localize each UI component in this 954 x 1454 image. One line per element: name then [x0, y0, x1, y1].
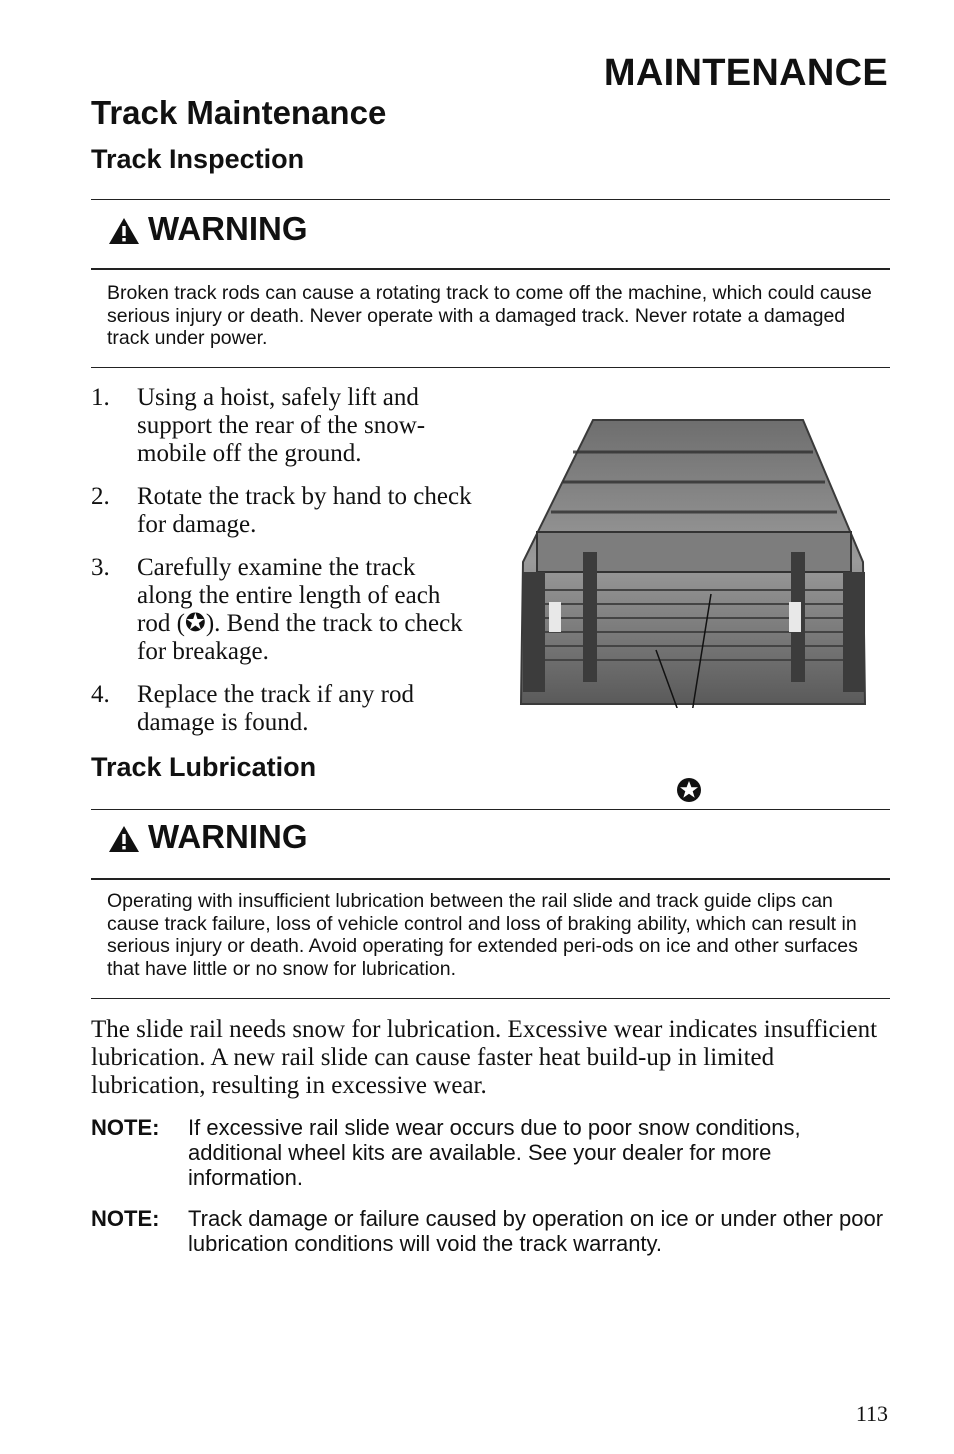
inspection-heading: Track Inspection [91, 144, 305, 174]
star-callout-icon [675, 776, 703, 804]
warning-text: Operating with insufficient lubrication between the rail slide and track guide clips can cause track failure, loss of vehicle control and loss of braking ability, which can result in serious injury or death. Avoid operating for extended peri-ods on ice and other surfaces that have little or no snow for lubrication. [107, 890, 858, 980]
track-photo [513, 412, 875, 708]
step-number: 4. [91, 681, 110, 708]
warning-label: WARNING [148, 818, 308, 855]
note [91, 1206, 891, 1256]
warning-heading [108, 210, 308, 248]
warning-triangle-icon [108, 825, 140, 853]
note-text: Track damage or failure caused by operation on ice or under other poor lubrication conditions will void the track warranty. [188, 1206, 884, 1256]
divider [91, 998, 890, 999]
note-label: NOTE: [91, 1206, 160, 1231]
step-text: Carefully examine the track along the entire length of each rod (✪). Bend the track to check for breakage. [137, 554, 463, 665]
list-item [91, 681, 476, 737]
divider [91, 199, 890, 200]
chapter-title: MAINTENANCE [603, 52, 888, 94]
warning-heading [108, 818, 308, 856]
lubrication-heading: Track Lubrication [91, 752, 317, 782]
section-title: Track Maintenance [91, 94, 387, 131]
divider [91, 878, 890, 880]
divider [91, 268, 890, 270]
inspection-steps [91, 384, 476, 752]
list-item [91, 384, 476, 468]
warning-text: Broken track rods can cause a rotating track to come off the machine, which could cause serious injury or death. Never operate with a damaged track. Never rotate a damaged track under power. [107, 282, 872, 349]
note-text: If excessive rail slide wear occurs due to poor snow conditions, additional wheel kits are available. See your dealer for more information. [188, 1115, 801, 1190]
step-text: Rotate the track by hand to check for damage. [137, 483, 472, 538]
step-text: Using a hoist, safely lift and support the rear of the snow-mobile off the ground. [137, 384, 426, 467]
list-item [91, 483, 476, 539]
warning-label: WARNING [148, 210, 308, 247]
list-item [91, 554, 476, 666]
step-number: 1. [91, 384, 110, 411]
divider [91, 809, 890, 810]
step-number: 2. [91, 483, 110, 510]
note [91, 1115, 891, 1190]
note-label: NOTE: [91, 1115, 160, 1140]
body-paragraph: The slide rail needs snow for lubrication. Excessive wear indicates insufficient lubrication. A new rail slide can cause faster heat build-up in limited lubrication, resulting in excessive wear. [91, 1016, 878, 1099]
divider [91, 367, 890, 368]
warning-triangle-icon [108, 217, 140, 245]
step-text: Replace the track if any rod damage is found. [137, 681, 414, 736]
step-number: 3. [91, 554, 110, 581]
page-number: 113 [855, 1401, 888, 1426]
